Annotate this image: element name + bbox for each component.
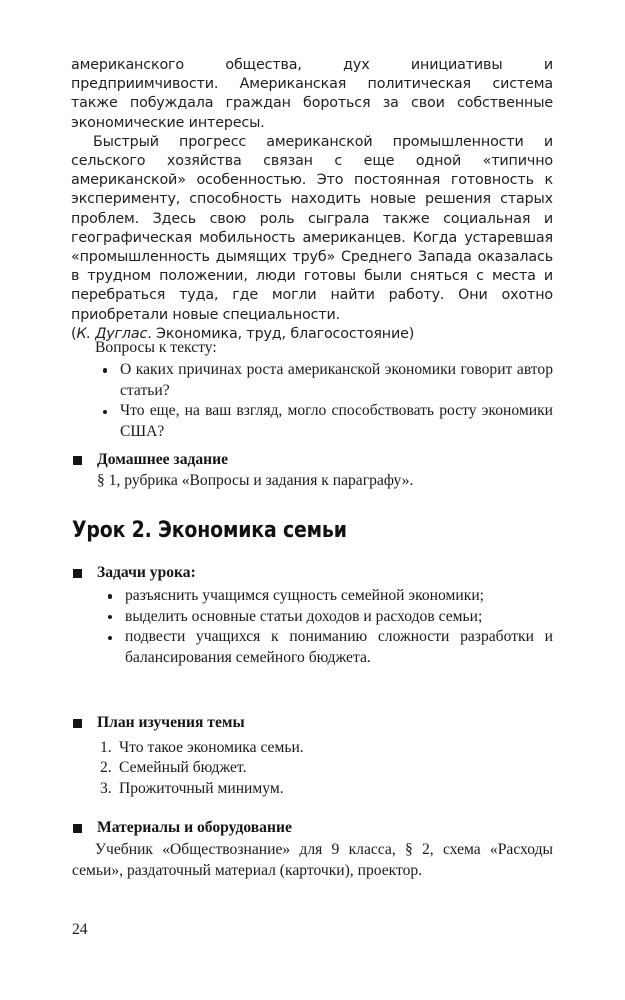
question-item-text: О каких причинах роста американской экономики говорит автор статьи?	[120, 361, 553, 399]
plan-item-number: 2.	[100, 759, 112, 777]
materials-heading-label: Материалы и оборудование	[97, 819, 292, 836]
list-item	[100, 779, 553, 799]
list-item	[100, 627, 553, 668]
plan-item-text: Что такое экономика семьи.	[119, 739, 304, 756]
question-item-text: Что еще, на ваш взгляд, могло способствовать росту экономики США?	[120, 402, 553, 440]
objective-item-text: разъяснить учащимся сущность семейной экономики;	[125, 587, 484, 604]
lesson-title: Урок 2. Экономика семьи	[72, 517, 347, 543]
square-bullet-icon	[73, 456, 82, 465]
bullet-dot-icon	[103, 410, 107, 414]
plan-heading-label: План изучения темы	[97, 714, 245, 731]
materials-heading	[72, 818, 553, 838]
bullet-dot-icon	[108, 636, 112, 640]
homework-section	[72, 450, 553, 492]
plan-item-text: Семейный бюджет.	[119, 759, 247, 777]
bullet-dot-icon	[103, 368, 107, 372]
plan-section	[72, 713, 553, 799]
square-bullet-icon	[73, 719, 82, 728]
homework-heading	[72, 450, 553, 470]
list-item	[95, 360, 553, 401]
materials-body: Учебник «Обществознание» для 9 класса, § 2, схема «Расходы семьи», раздаточный материал (карточки), проектор.	[72, 841, 553, 879]
plan-heading	[72, 713, 553, 733]
questions-list	[95, 360, 553, 442]
square-bullet-icon	[73, 569, 82, 578]
objectives-heading	[72, 563, 553, 583]
objective-item-text: выделить основные статьи доходов и расходов семьи;	[125, 607, 483, 625]
questions-intro: Вопросы к тексту:	[95, 339, 217, 356]
page-number: 24	[72, 921, 88, 938]
article-paragraph-1: американского общества, дух инициативы и предприимчивости. Американская политическая система также побуждала граждан бороться за свои собственные экономические интересы.	[71, 57, 553, 131]
plan-item-text: Прожиточный минимум.	[119, 779, 284, 797]
materials-section	[72, 818, 553, 882]
plan-item-number: 1.	[100, 739, 112, 756]
plan-list	[72, 738, 553, 799]
attribution-rest: . Экономика, труд, благосостояние)	[147, 325, 415, 342]
objectives-heading-label: Задачи урока:	[97, 564, 196, 581]
list-item	[100, 738, 553, 758]
list-item	[100, 758, 553, 778]
bullet-dot-icon	[108, 615, 112, 619]
attribution-source: К. Дуглас	[76, 325, 148, 342]
objective-item-text: подвести учащихся к пониманию сложности разработки и балансирования семейного бюджета.	[125, 628, 553, 666]
list-item	[100, 586, 553, 607]
list-item	[100, 607, 553, 628]
article-body	[71, 56, 553, 344]
attribution-open-paren: (	[71, 325, 77, 342]
bullet-dot-icon	[108, 594, 112, 598]
objectives-section	[72, 563, 553, 668]
homework-body: § 1, рубрика «Вопросы и задания к параграфу».	[97, 472, 414, 489]
objectives-list	[72, 586, 553, 668]
plan-item-number: 3.	[100, 779, 112, 797]
questions-section	[95, 338, 553, 442]
list-item	[95, 401, 553, 442]
square-bullet-icon	[73, 824, 82, 833]
homework-heading-label: Домашнее задание	[97, 451, 229, 468]
article-paragraph-2: Быстрый прогресс американской промышленности и сельского хозяйства связан с еще одной «типично американской» особенностью. Это постоянная готовность к эксперименту, способность находить новые решения старых проблем. Здесь свою роль сыграла также социальная и географическая мобильность американцев. Когда устаревшая «промышленность дымящих труб» Среднего Запада оказалась в трудном положении, люди готовы были сняться с места и перебраться туда, где могли найти работу. Они охотно приобретали новые специальности.	[71, 133, 553, 323]
